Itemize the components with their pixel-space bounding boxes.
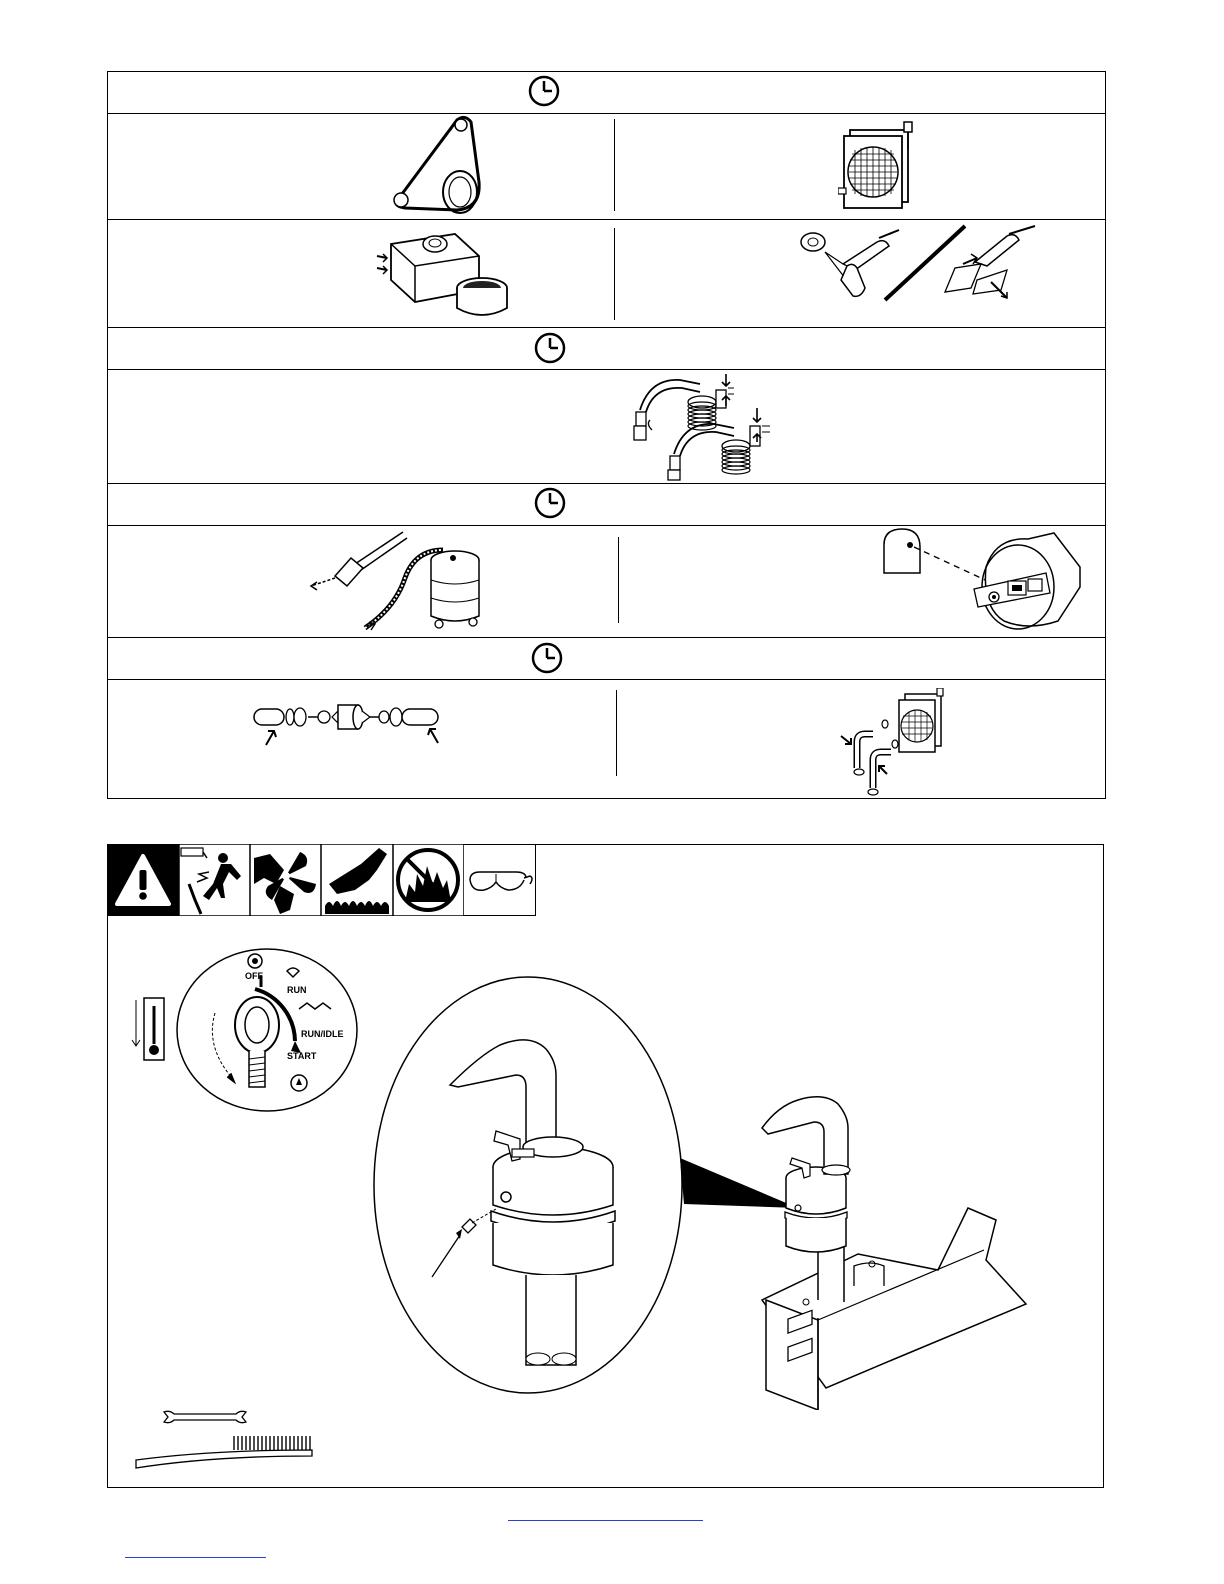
link-underline[interactable] xyxy=(125,1557,266,1558)
table-divider xyxy=(107,483,1106,484)
cell-divider xyxy=(614,228,615,320)
safety-glasses-icon xyxy=(464,844,535,916)
table-divider xyxy=(107,219,1106,220)
wire-brush-icon xyxy=(132,1430,317,1470)
wrench-icon xyxy=(160,1408,250,1426)
table-divider xyxy=(107,637,1106,638)
belt-drive-icon xyxy=(385,112,495,214)
link-underline[interactable] xyxy=(508,1520,703,1521)
moving-parts-icon xyxy=(250,844,321,916)
fuel-filter-icon xyxy=(250,697,445,749)
table-divider xyxy=(107,525,1106,526)
switch-run-label: RUN xyxy=(287,985,307,995)
vacuum-cleaner-icon xyxy=(305,528,490,634)
muffler-detail-view xyxy=(370,975,690,1397)
clock-icon xyxy=(533,331,567,365)
ignition-switch xyxy=(175,947,359,1113)
air-cleaner-icon xyxy=(375,226,510,322)
engine-muffler-view xyxy=(758,1090,1030,1410)
no-fire-icon xyxy=(393,844,464,916)
cell-divider xyxy=(616,690,617,776)
table-divider xyxy=(107,327,1106,328)
coolant-hoses-icon xyxy=(835,688,950,798)
warning-triangle-icon xyxy=(107,844,179,916)
thermometer-icon xyxy=(128,996,168,1062)
spark-plugs-icon xyxy=(630,372,775,482)
cell-divider xyxy=(618,537,619,623)
electric-shock-icon xyxy=(179,844,250,916)
cable-repair-icon xyxy=(795,222,1045,304)
maintenance-table xyxy=(107,71,1106,799)
cell-divider xyxy=(614,119,615,211)
clock-icon xyxy=(527,74,561,108)
radiator-icon xyxy=(838,120,918,212)
switch-off-label: OFF xyxy=(245,971,263,981)
switch-run-idle-label: RUN/IDLE xyxy=(301,1029,344,1039)
switch-start-label: START xyxy=(287,1051,317,1061)
table-divider xyxy=(107,113,1106,114)
clock-icon xyxy=(530,641,564,675)
table-divider xyxy=(107,679,1106,680)
clock-icon xyxy=(533,486,567,520)
generator-brushes-icon xyxy=(878,527,1083,633)
table-divider xyxy=(107,369,1106,370)
hot-surface-icon xyxy=(321,844,393,916)
